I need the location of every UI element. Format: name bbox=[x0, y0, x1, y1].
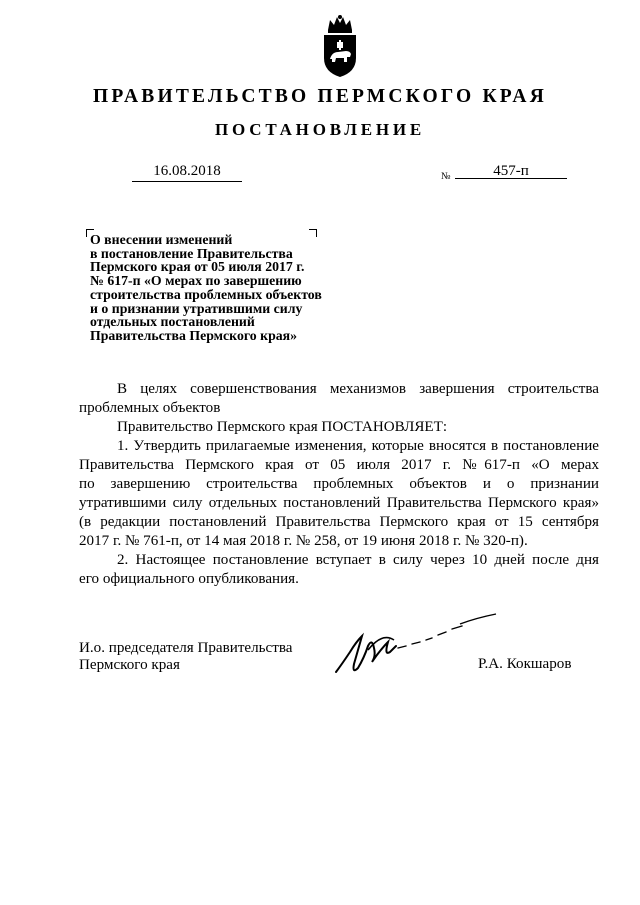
document-type: ПОСТАНОВЛЕНИЕ bbox=[214, 120, 426, 139]
body-line: В целях совершенствования механизмов завершения строительства bbox=[117, 381, 599, 397]
subject-line: отдельных постановлений bbox=[90, 314, 255, 330]
body-line: Правительства Пермского края от 05 июля 2017 г. №617-п «О мерах bbox=[79, 457, 599, 473]
document-number: 457-п bbox=[493, 163, 529, 179]
signatory-position bbox=[79, 640, 292, 674]
signatory-position-line: И.о. председателя Правительства bbox=[79, 640, 293, 656]
body-line: по завершению строительства проблемных объектов и о признании bbox=[79, 476, 599, 492]
date-underline bbox=[132, 181, 242, 182]
signatory-name: Р.А. Кокшаров bbox=[478, 656, 572, 672]
body-line: утратившими силу отдельных постановлений Правительства Пермского края» bbox=[79, 495, 599, 511]
number-underline bbox=[455, 178, 567, 179]
body-line: 2017 г. № 761-п, от 14 мая 2018 г. № 258, от 19 июня 2018 г. № 320-п). bbox=[79, 533, 528, 549]
body-line: Правительство Пермского края ПОСТАНОВЛЯЕТ: bbox=[117, 419, 448, 435]
page-title: ПРАВИТЕЛЬСТВО ПЕРМСКОГО КРАЯ bbox=[93, 86, 547, 107]
signatory-position-line: Пермского края bbox=[79, 657, 180, 673]
body-line: проблемных объектов bbox=[79, 400, 221, 416]
subject-line: № 617-п «О мерах по завершению bbox=[90, 273, 302, 289]
body-line: его официального опубликования. bbox=[79, 571, 299, 587]
handwritten-signature-icon bbox=[332, 602, 502, 682]
document-date: 16.08.2018 bbox=[153, 163, 221, 179]
subject-line: Пермского края от 05 июля 2017 г. bbox=[90, 259, 305, 275]
body-line: 1. Утвердить прилагаемые изменения, которые вносятся в постановление bbox=[117, 438, 599, 454]
body-line: (в редакции постановлений Правительства Пермского края от 15 сентября bbox=[79, 514, 599, 530]
subject-line: строительства проблемных объектов bbox=[90, 286, 322, 302]
subject-line: О внесении изменений bbox=[90, 232, 233, 247]
document-subject bbox=[90, 233, 360, 343]
number-sign: № bbox=[441, 171, 451, 182]
subject-line: и о признании утратившими силу bbox=[90, 300, 303, 316]
perm-krai-coat-of-arms-icon bbox=[320, 14, 360, 78]
subject-line: в постановление Правительства bbox=[90, 245, 293, 261]
document-body bbox=[79, 380, 599, 589]
subject-line: Правительства Пермского края» bbox=[90, 327, 298, 343]
body-line: 2. Настоящее постановление вступает в силу через 10 дней после дня bbox=[117, 552, 599, 568]
